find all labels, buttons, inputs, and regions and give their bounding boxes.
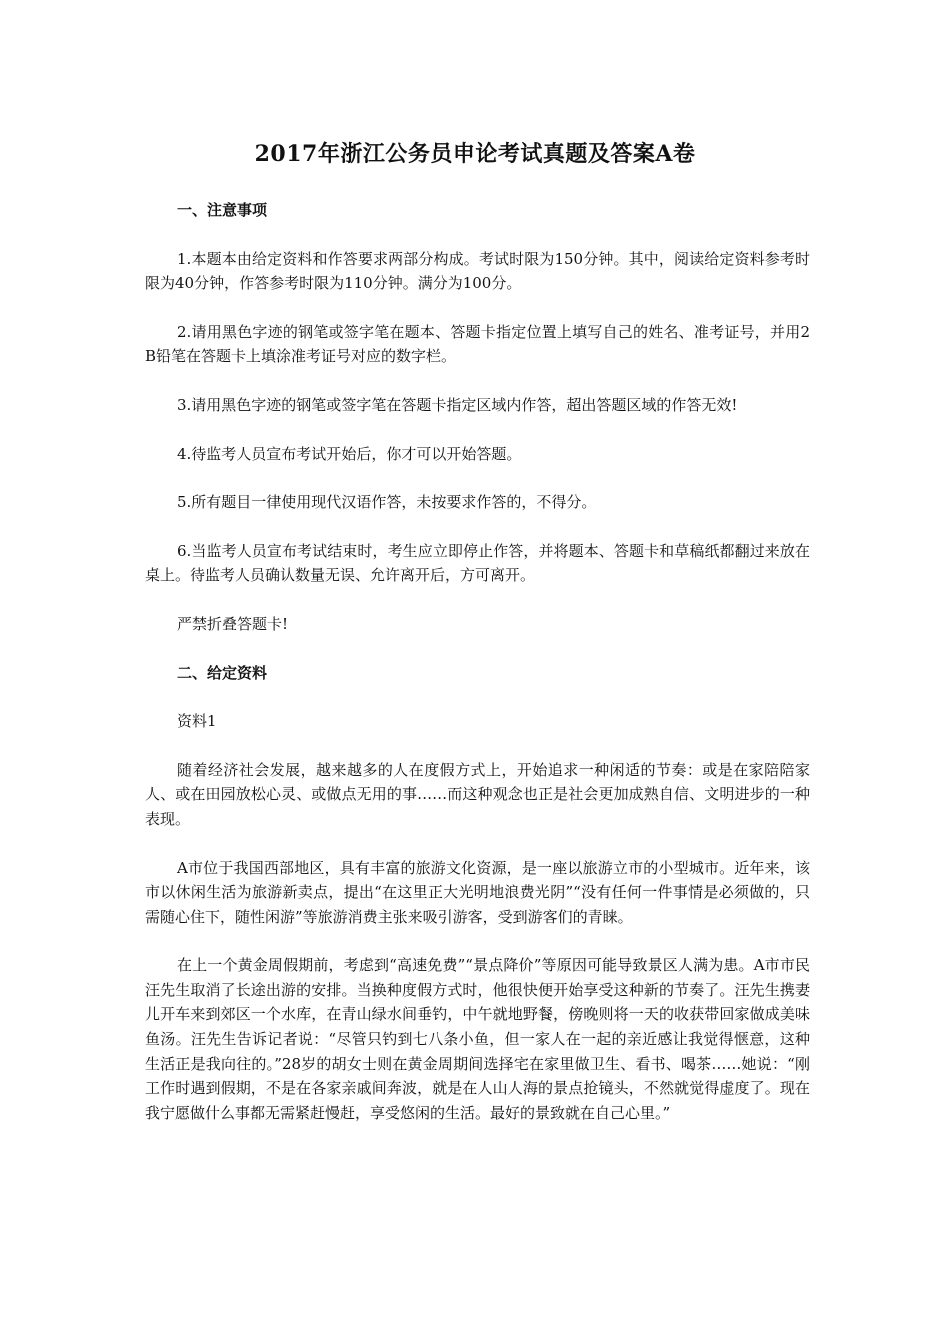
section-heading-materials: 二、给定资料 xyxy=(177,663,268,682)
notice-item-1: 1.本题本由给定资料和作答要求两部分构成。考试时限为150分钟。其中，阅读给定资料参考时限为40分钟，作答参考时限为110分钟。满分为100分。 xyxy=(145,249,810,293)
notice-item-2: 2.请用黑色字迹的钢笔或签字笔在题本、答题卡指定位置上填写自己的姓名、准考证号，并用2B铅笔在答题卡上填涂准考证号对应的数字栏。 xyxy=(145,322,810,366)
notice-item-6: 6.当监考人员宣布考试结束时，考生应立即停止作答，并将题本、答题卡和草稿纸都翻过来放在桌上。待监考人员确认数量无误、允许离开后，方可离开。 xyxy=(145,541,810,585)
notice-item-4: 4.待监考人员宣布考试开始后，你才可以开始答题。 xyxy=(177,444,522,463)
section-heading-notes: 一、注意事项 xyxy=(177,201,268,219)
notice-item-5: 5.所有题目一律使用现代汉语作答，未按要求作答的，不得分。 xyxy=(177,493,597,512)
notice-item-3: 3.请用黑色字迹的钢笔或签字笔在答题卡指定区域内作答，超出答题区域的作答无效! xyxy=(177,395,738,414)
material-paragraph-3: 在上一个黄金周假期前，考虑到“高速免费”“景点降价”等原因可能导致景区人满为患。A市市民汪先生取消了长途出游的安排。当换种度假方式时，他很快便开始享受这种新的节奏了。汪先生携妻儿开车来到郊区一个水库，在青山绿水间垂钓，中午就地野餐，傍晚则将一天的收获带回家做成美味鱼汤。汪先生告诉记者说：“尽管只钓到七八条小鱼，但一家人在一起的亲近感让我觉得惬意，这种生活正是我向往的。”28岁的胡女士则在黄金周期间选择宅在家里做卫生、看书、喝茶……她说：“刚工作时遇到假期，不是在各家亲戚间奔波，就是在人山人海的景点抢镜头，不然就觉得虚度了。现在我宁愿做什么事都无需紧赶慢赶，享受悠闲的生活。最好的景致就在自己心里。” xyxy=(145,956,810,1122)
notice-warning: 严禁折叠答题卡! xyxy=(177,614,289,633)
document-title: 2017年浙江公务员申论考试真题及答案A卷 xyxy=(254,141,696,167)
material-label: 资料1 xyxy=(177,712,217,731)
material-paragraph-1: 随着经济社会发展，越来越多的人在度假方式上，开始追求一种闲适的节奏：或是在家陪陪家人、或在田园放松心灵、或做点无用的事……而这种观念也正是社会更加成熟自信、文明进步的一种表现。 xyxy=(145,760,810,828)
material-paragraph-2: A市位于我国西部地区，具有丰富的旅游文化资源，是一座以旅游立市的小型城市。近年来，该市以休闲生活为旅游新卖点，提出“在这里正大光明地浪费光阴”“没有任何一件事情是必须做的，只需随心住下，随性闲游”等旅游消费主张来吸引游客，受到游客们的青睐。 xyxy=(145,858,810,926)
document-body xyxy=(145,198,810,1149)
